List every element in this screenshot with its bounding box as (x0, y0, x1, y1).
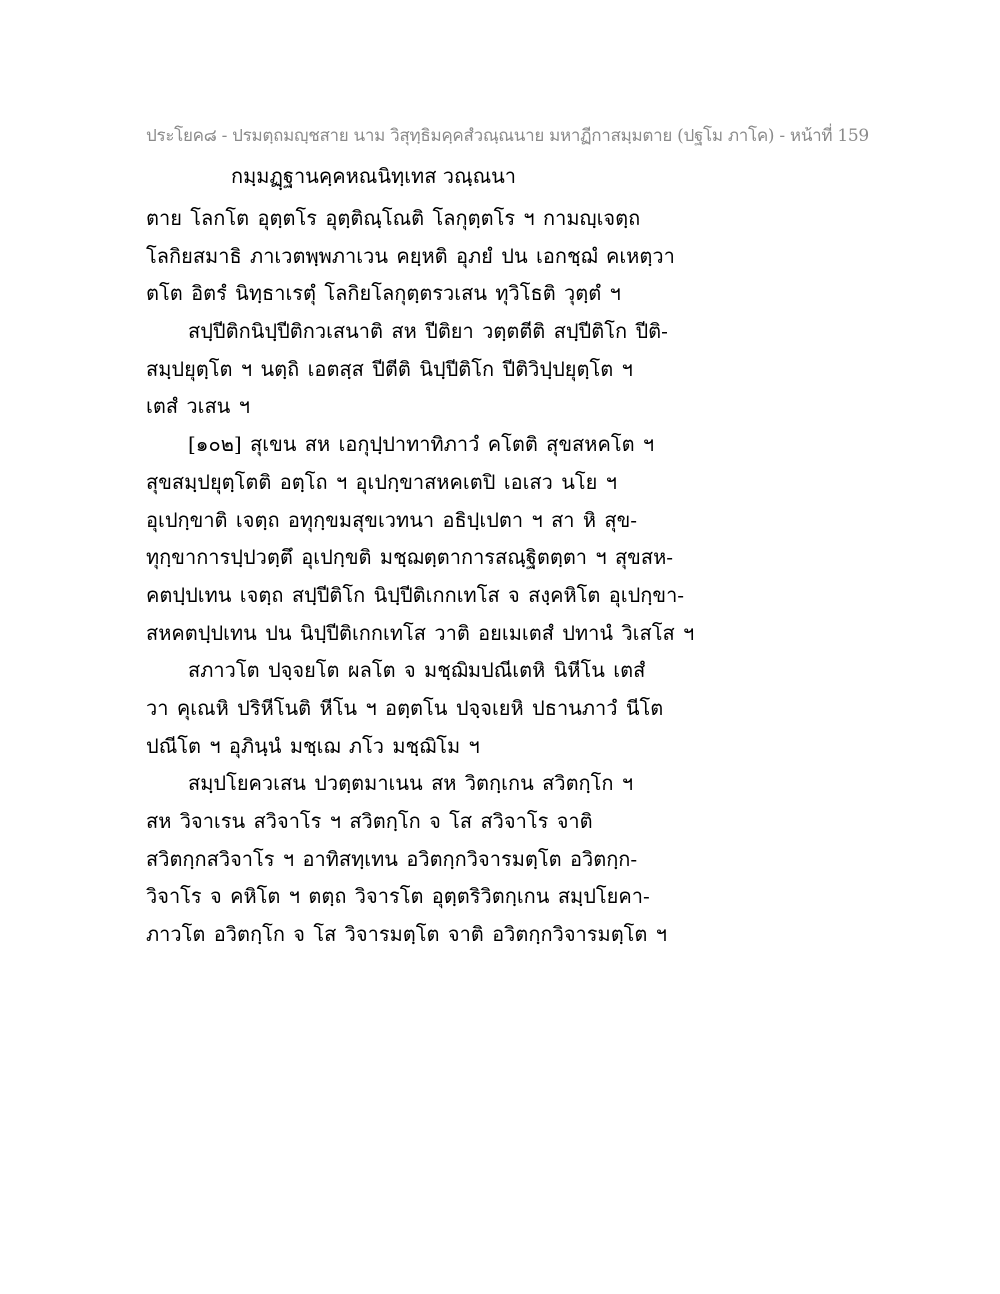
body-text (146, 200, 866, 954)
text-line: สุขสมฺปยุตฺโตติ อตฺโถ ฯ อุเปกฺขาสหคเตปิ เอเสว นโย ฯ (146, 469, 617, 494)
running-header: ประโยค๘ - ปรมตฺถมญฺชสาย นาม วิสุทฺธิมคฺคสํวณฺณนาย มหาฏีกาสมฺมตาย (ปฐโม ภาโค) - หน้าที่ 159 (146, 126, 869, 146)
text-line: ตาย โลกโต อุตฺตโร อุตฺติณฺโณติ โลกุตฺตโร ฯ กามญฺเจตฺถ (146, 206, 641, 230)
text-line: เตสํ วเสน ฯ (146, 394, 250, 419)
section-title: กมฺมฏฺฐานคฺคหณนิทฺเทส วณฺณนา (231, 164, 517, 188)
text-line: คตปฺปเทน เจตฺถ สปฺปีติโก นิปฺปีติเกกเทโส จ สงฺคหิโต อุเปกฺขา- (146, 582, 685, 607)
text-line: สห วิจาเรน สวิจาโร ฯ สวิตกฺโก จ โส สวิจาโร จาติ (146, 809, 593, 833)
text-line: สหคตปฺปเทน ปน นิปฺปีติเกกเทโส วาติ อยเมเตสํ ปทานํ วิเสโส ฯ (146, 620, 695, 645)
text-line: [๑๐๒] สุเขน สห เอกุปฺปาทาทิภาวํ คโตติ สุขสหคโต ฯ (188, 432, 655, 457)
text-line: สมฺปยุตฺโต ฯ นตฺถิ เอตสฺส ปีตีติ นิปฺปีติโก ปีติวิปฺปยุตฺโต ฯ (146, 356, 633, 381)
text-line: สปฺปีติกนิปฺปีติกวเสนาติ สห ปีติยา วตฺตตีติ สปฺปีติโก ปีติ- (188, 319, 668, 344)
text-line: อุเปกฺขาติ เจตฺถ อทุกฺขมสุขเวทนา อธิปฺเปตา ฯ สา หิ สุข- (146, 507, 638, 532)
text-line: วา คุเณหิ ปริหีโนติ หีโน ฯ อตฺตโน ปจฺจเยหิ ปธานภาวํ นีโต (146, 695, 664, 720)
text-line: วิจาโร จ คหิโต ฯ ตตฺถ วิจารโต อุตฺตริวิตกฺเกน สมฺปโยคา- (146, 884, 650, 909)
text-line: สมฺปโยควเสน ปวตฺตมาเนน สห วิตกฺเกน สวิตกฺโก ฯ (188, 771, 634, 796)
text-line: ปณีโต ฯ อุภินฺนํ มชฺเฌ ภโว มชฺฌิโม ฯ (146, 733, 480, 758)
text-line: ตโต อิตรํ นิทฺธาเรตุํ โลกิยโลกุตฺตรวเสน ทุวิโธติ วุตฺตํ ฯ (146, 281, 621, 306)
text-line: สภาวโต ปจฺจยโต ผลโต จ มชฺฌิมปณีเตหิ นิหีโน เตสํ (188, 658, 646, 683)
text-line: โลกิยสมาธิ ภาเวตพฺพภาเวน คยฺหติ อุภยํ ปน เอกชฺฌํ คเหตฺวา (146, 243, 675, 268)
text-line: ภาวโต อวิตกฺโก จ โส วิจารมตฺโต จาติ อวิตกฺกวิจารมตฺโต ฯ (146, 922, 668, 947)
text-line: ทุกฺขาการปฺปวตฺตึ อุเปกฺขติ มชฺฌตฺตาการสณฺฐิตตฺตา ฯ สุขสห- (146, 545, 674, 570)
text-line: สวิตกฺกสวิจาโร ฯ อาทิสทฺเทน อวิตกฺกวิจารมตฺโต อวิตกฺก- (146, 846, 638, 871)
